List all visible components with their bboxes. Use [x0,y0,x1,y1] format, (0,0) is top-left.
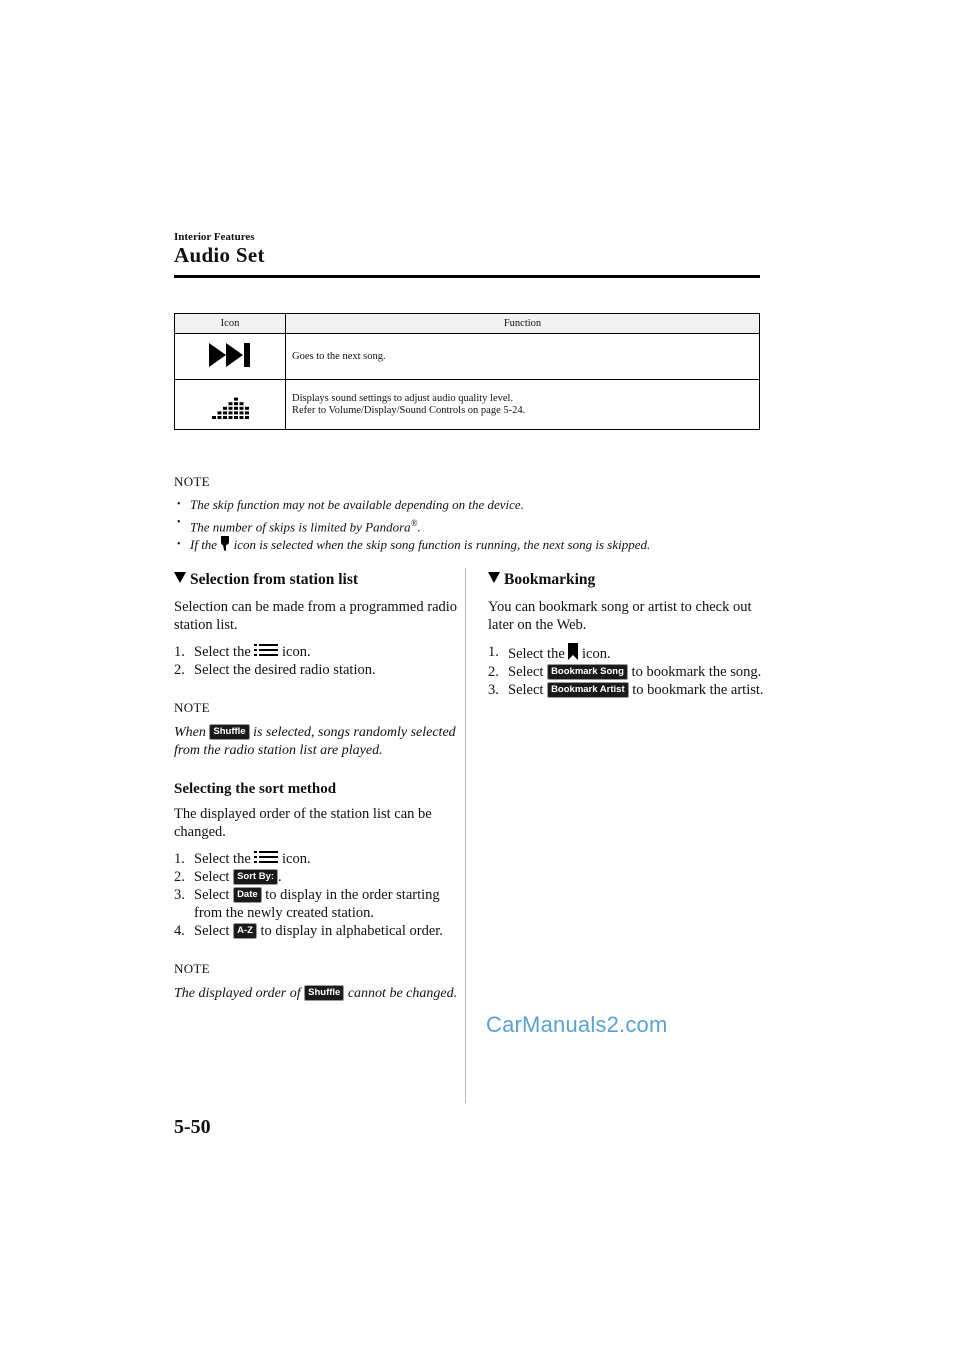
icon-cell [175,334,286,380]
title-rule [174,275,760,278]
function-cell [286,334,760,380]
heading-text: Bookmarking [504,571,596,588]
function-text: Goes to the next song. [292,350,386,362]
icon-function-table [174,313,760,430]
note-text-part: is selected, songs randomly selected from the radio station list are played. [174,725,456,758]
section-label: Interior Features [174,231,255,243]
page-title: Audio Set [174,243,265,267]
skip-next-icon [207,342,253,368]
shuffle-button-image: Shuffle [209,724,249,740]
paragraph: You can bookmark song or artist to check out later on the Web. [488,599,752,633]
step-text: icon. [282,644,311,660]
step [174,661,464,679]
paragraph: Selection can be made from a programmed radio station list. [174,599,458,633]
step-text: to display in the order starting from the newly created station. [194,887,440,921]
step-number: 2. [174,662,185,678]
watermark: CarManuals2.com [486,1012,668,1037]
spacer [174,760,464,780]
note-text-part: When [174,725,206,740]
note-bullet [174,496,774,514]
step-text: to bookmark the song. [631,664,762,680]
step [174,850,464,868]
table-header-row [175,314,760,334]
step-text: Select [194,869,230,885]
function-cell [286,380,760,430]
triangle-marker-icon [488,572,500,583]
note-text-part: The displayed order of [174,986,301,1001]
step-text: Select the [194,851,251,867]
list-icon [254,643,278,658]
step-text: Select the desired radio station. [194,662,376,678]
heading-text: Selection from station list [190,571,359,588]
step-text: Select the [508,646,565,662]
bookmark-song-button-image: Bookmark Song [547,664,628,680]
step-number: 3. [488,682,499,698]
step-text: Select [508,664,544,680]
note-text [174,724,464,760]
registered-mark: ® [410,518,418,528]
bookmark-artist-button-image: Bookmark Artist [547,682,629,698]
shuffle-button-image: Shuffle [304,985,344,1001]
step-text: icon. [282,851,311,867]
step-number: 1. [174,851,185,867]
equalizer-icon [210,386,250,420]
step-text: to bookmark the artist. [632,682,764,698]
section-heading [174,571,464,589]
step [488,681,778,699]
thumbs-down-icon [220,536,230,551]
column-header-function: Function [286,314,760,334]
note-bullet-text: If the [190,537,218,553]
note-text-part: cannot be changed. [347,986,458,1001]
note-top [174,474,774,554]
step [174,868,464,886]
page-number: 5-50 [174,1116,211,1138]
triangle-marker-icon [174,572,186,583]
list-icon [254,850,278,865]
function-text: Refer to Volume/Display/Sound Controls on page 5-24. [292,404,526,416]
note-bullet-text: The skip function may not be available depending on the device. [190,497,524,512]
spacer [174,940,464,960]
step-number: 1. [488,644,499,660]
note-bullet-text: icon is selected when the skip song function is running, the next song is skipped. [233,537,651,553]
spacer [174,679,464,699]
section-heading [488,571,778,589]
step [174,922,464,940]
paragraph: The displayed order of the station list can be changed. [174,806,432,840]
step-text: Select [194,923,230,939]
table-row [175,334,760,380]
step-number: 2. [488,664,499,680]
step-number: 2. [174,869,185,885]
note-bullet [174,536,774,554]
left-column [174,571,464,1003]
function-text: Displays sound settings to adjust audio quality level. [292,392,514,404]
step-text: to display in alphabetical order. [260,923,443,939]
note-bullet-text: The number of skips is limited by Pandora [190,519,411,535]
step-text: Select [508,682,544,698]
note-bullet-text: . [417,519,421,535]
note-text [174,985,464,1003]
right-column [488,571,778,699]
note-title: NOTE [174,961,210,976]
step-text: Select the [194,644,251,660]
step-number: 1. [174,644,185,660]
bookmark-icon [568,643,578,660]
step [174,643,464,661]
table-row [175,380,760,430]
column-header-icon: Icon [175,314,286,334]
date-button-image: Date [233,887,262,903]
step [488,643,778,663]
note-bullet [174,514,774,536]
note-title: NOTE [174,474,210,489]
step-number: 3. [174,887,185,903]
step-text: Select [194,887,230,903]
icon-cell [175,380,286,430]
step [488,663,778,681]
subsection-heading: Selecting the sort method [174,781,337,797]
step-text: icon. [582,646,611,662]
step [174,886,464,922]
step-number: 4. [174,923,185,939]
a-z-button-image: A-Z [233,923,257,939]
note-title: NOTE [174,700,210,715]
column-divider [465,568,466,1103]
step-text: . [278,869,282,885]
sort-by-button-image: Sort By: [233,869,278,885]
